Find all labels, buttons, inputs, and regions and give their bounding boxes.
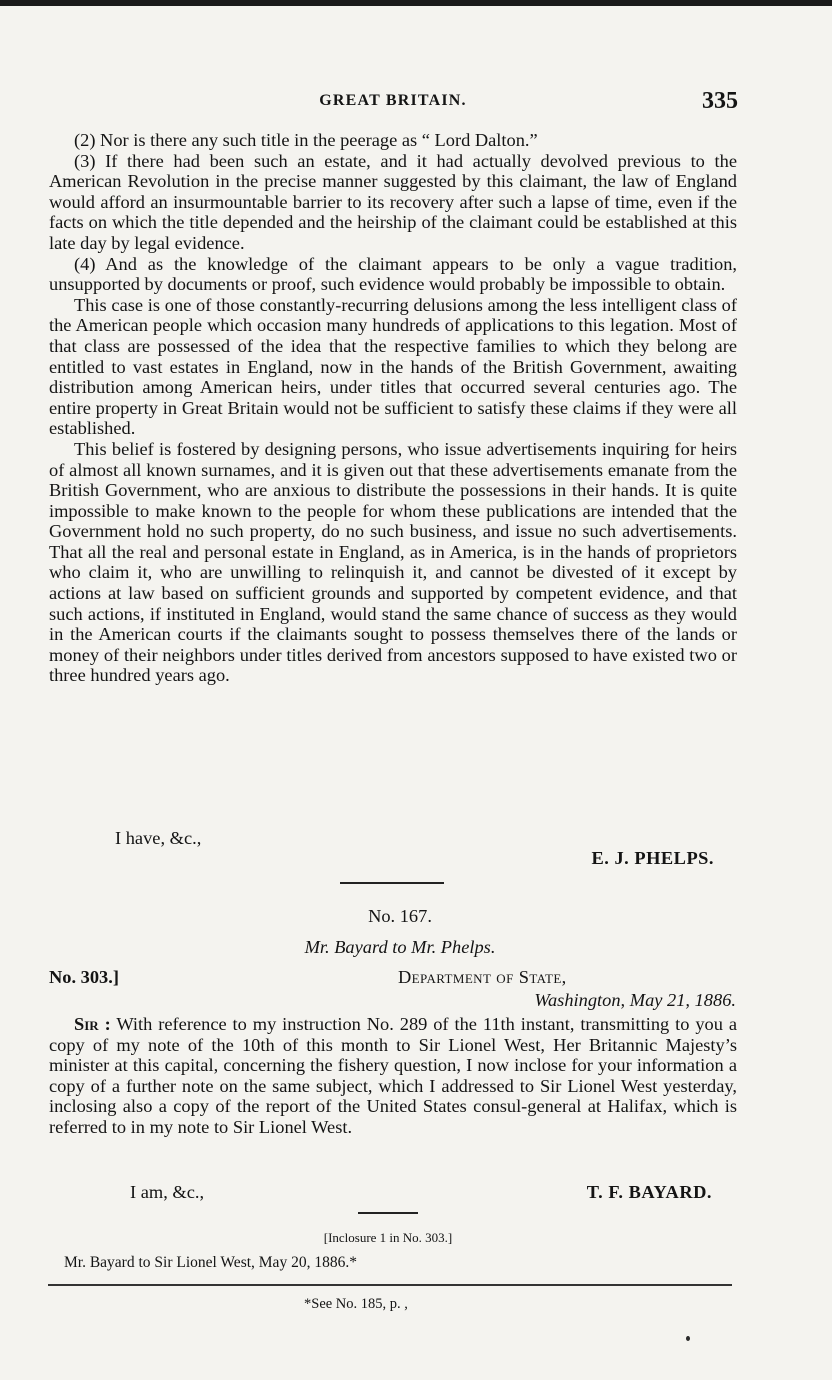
signature-bayard: T. F. BAYARD. (586, 1182, 712, 1202)
footnote: *See No. 185, p. , (304, 1296, 408, 1312)
place: Washington, (534, 990, 626, 1010)
document-number: No. 167. (368, 906, 432, 926)
section-divider (340, 882, 444, 884)
paragraph-point-3: (3) If there had been such an estate, and it had actually devolved previous to the American Revolution in the precise manner suggested by this claimant, the law of England would afford an insurmountable barrier to its recovery after such a lapse of time, even if the facts on which the title depended and the heirship of the claimant could be established at this late day by legal evidence. (49, 150, 737, 253)
signature-phelps: E. J. PHELPS. (591, 848, 714, 868)
running-title: GREAT BRITAIN. (319, 92, 467, 109)
body-text (49, 130, 737, 686)
paragraph-point-2: (2) Nor is there any such title in the peerage as “ Lord Dalton.” (74, 130, 538, 150)
closing-phelps: I have, &c., (115, 828, 202, 848)
salutation: Sir : (74, 1014, 111, 1034)
place-and-date (534, 990, 736, 1011)
inclosure-title: Mr. Bayard to Sir Lionel West, May 20, 1886.* (64, 1254, 357, 1271)
ink-speck (686, 1336, 690, 1341)
running-head (48, 88, 738, 118)
closing-bayard: I am, &c., (130, 1182, 205, 1202)
date: May 21, 1886. (629, 990, 736, 1010)
page-number: 335 (702, 88, 738, 114)
footnote-rule (48, 1284, 732, 1286)
inclosure-label: [Inclosure 1 in No. 303.] (323, 1230, 453, 1245)
inclosure-divider (358, 1212, 418, 1214)
paragraph-delusions: This case is one of those constantly-recurring delusions among the less intelligent class of the American people which occasion many hundreds of applications to this legation. Most of that class are possessed of the idea that the respective families to which they belong are entitled to vast estates in England, now in the hands of the British Government, awaiting distribution among American heirs, under titles that occurred several centuries ago. The entire property in Great Britain would not be sufficient to satisfy these claims if they were all established. (49, 294, 737, 439)
document-heading: Mr. Bayard to Mr. Phelps. (304, 937, 496, 957)
paragraph-point-4: (4) And as the knowledge of the claimant appears to be only a vague tradition, unsupported by documents or proof, such evidence would probably be impossible to obtain. (49, 253, 737, 295)
letter-body-text: With reference to my instruction No. 289 of the 11th instant, transmitting to you a copy of my note of the 10th of this month to Sir Lionel West, Her Britannic Majesty’s minister at this capital, concerning the fishery question, I now inclose for your information a copy of a further note on the same subject, which I addressed to Sir Lionel West yesterday, inclosing also a copy of the report of the United States consul-general at Halifax, which is referred to in my note to Sir Lionel West. (49, 1014, 737, 1137)
page-top-edge (0, 0, 832, 6)
letter-paragraph (49, 1014, 737, 1138)
dispatch-number: No. 303.] (49, 967, 119, 987)
department-of-state: Department of State, (398, 967, 567, 987)
paragraph-advertisements: This belief is fostered by designing persons, who issue advertisements inquiring for heirs of almost all known surnames, and it is given out that these advertisements emanate from the British Government, who are anxious to distribute the possessions in their hands. It is quite impossible to make known to the people for whom these publications are intended that the Government hold no such property, do no such business, and issue no such advertisements. That all the real and personal estate in England, as in America, is in the hands of proprietors who claim it, who are unwilling to relinquish it, and cannot be divested of it except by actions at law based on sufficient grounds and supported by competent evidence, and that such actions, if instituted in England, would stand the same chance of success as they would in the American courts if the claimants sought to possess themselves there of the lands or money of their neighbors under titles derived from ancestors supposed to have existed two or three hundred years ago. (49, 438, 737, 686)
letter-body (49, 1014, 737, 1138)
